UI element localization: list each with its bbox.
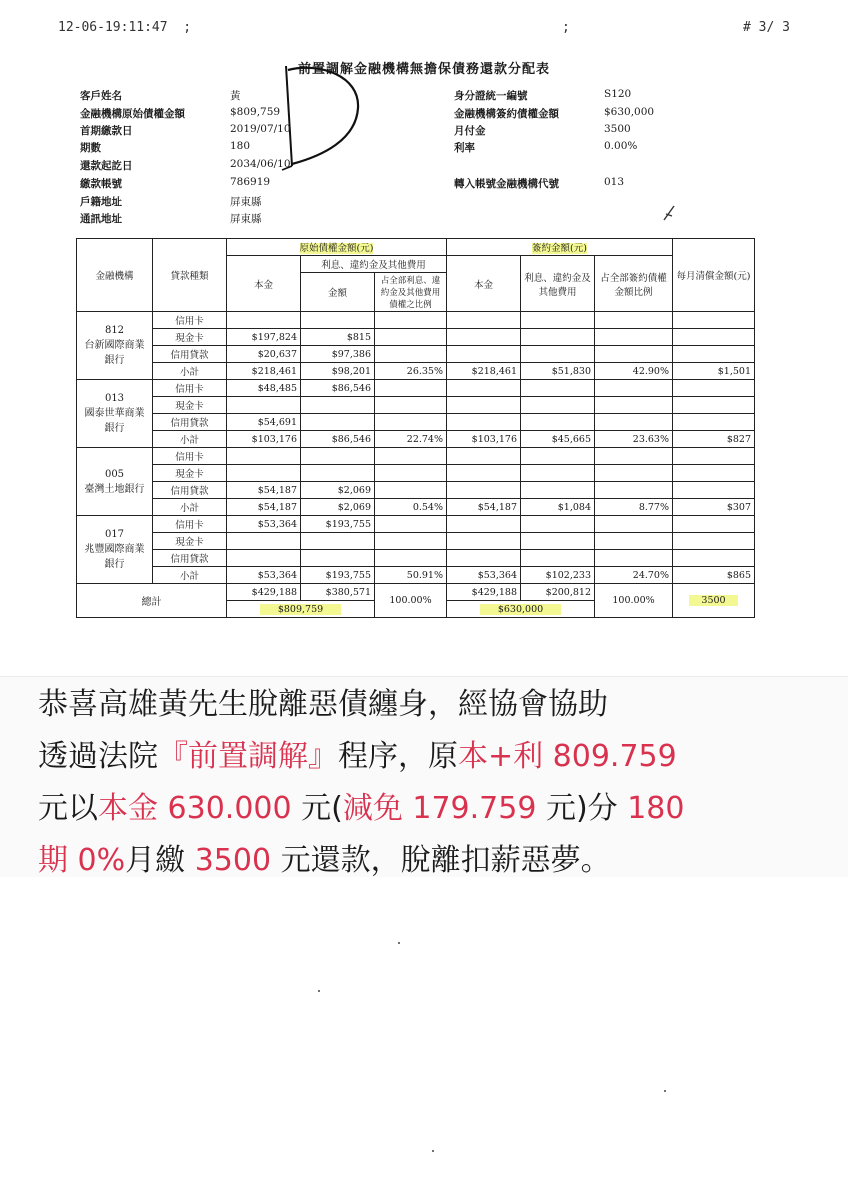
document-title: 前置調解金融機構無擔保債務還款分配表 bbox=[297, 62, 550, 77]
caption-line-4: 期 0%月繳 3500 元還款，脫離扣薪惡夢。 bbox=[38, 843, 611, 878]
scan-speck bbox=[398, 942, 400, 944]
success-story-caption bbox=[0, 676, 848, 877]
caption-line-2: 透過法院『前置調解』程序，原本+利 809.759 bbox=[38, 739, 677, 774]
customer-info-right: 身分證統一編號 S120 金融機構簽約債權金額 $630,000 月付金 3500 利率 0.00% 轉入帳號金融機構代號 013 bbox=[454, 88, 655, 190]
table-row: 017 兆豐國際商業銀行 信用卡 $53,364 $193,755 bbox=[77, 516, 755, 533]
total-row: 總計 $429,188 $380,571 100.00% $429,188 $200,812 100.00% 3500 bbox=[77, 584, 755, 601]
scan-speck bbox=[432, 1150, 434, 1152]
bank-name: 017 兆豐國際商業銀行 bbox=[77, 516, 153, 584]
table-row: 現金卡 $197,824 $815 bbox=[77, 329, 755, 346]
fax-mark: ; bbox=[562, 20, 570, 35]
col-monthly: 每月清償金額(元) bbox=[673, 239, 755, 312]
pen-mark-icon bbox=[660, 202, 680, 224]
table-row: 信用貸款 bbox=[77, 550, 755, 567]
col-bank: 金融機構 bbox=[77, 239, 153, 312]
bank-name: 812 台新國際商業銀行 bbox=[77, 312, 153, 380]
col-signed-group: 簽約金額(元) bbox=[447, 239, 673, 256]
fax-header bbox=[58, 20, 790, 40]
scan-speck bbox=[664, 1090, 666, 1092]
total-monthly: 3500 bbox=[673, 584, 755, 618]
bank-name: 013 國泰世華商業銀行 bbox=[77, 380, 153, 448]
col-original-ratio: 占全部利息、違約金及其他費用債權之比例 bbox=[375, 273, 447, 312]
caption-line-1: 恭喜高雄黃先生脫離惡債纏身，經協會協助 bbox=[38, 687, 608, 722]
total-label: 總計 bbox=[77, 584, 227, 618]
caption-line-3: 元以本金 630.000 元(減免 179.759 元)分 180 bbox=[38, 791, 685, 826]
col-interest-group: 利息、違約金及其他費用 bbox=[301, 256, 447, 273]
col-amount: 金額 bbox=[301, 273, 375, 312]
subtotal-row: 小計 $54,187 $2,069 0.54% $54,187 $1,084 8.77% $307 bbox=[77, 499, 755, 516]
table-row: 現金卡 bbox=[77, 465, 755, 482]
table-row: 現金卡 bbox=[77, 397, 755, 414]
fax-page-number: # 3/ 3 bbox=[743, 20, 790, 35]
table-row: 現金卡 bbox=[77, 533, 755, 550]
fax-timestamp: 12-06-19:11:47 ; bbox=[58, 20, 192, 35]
col-signed-ratio: 占全部簽約債權金額比例 bbox=[595, 256, 673, 312]
customer-info-left: 客戶姓名 黃 金融機構原始債權金額 $809,759 首期繳款日 2019/07/10 期數 180 還款起訖日 2034/06/10 繳款帳號 786919 戶籍地址 屏東縣 通訊地址 屏東縣 bbox=[80, 90, 291, 225]
col-loan-type: 貸款種類 bbox=[153, 239, 227, 312]
table-row: 信用貸款 $54,187 $2,069 bbox=[77, 482, 755, 499]
total-original-sum: $809,759 bbox=[227, 601, 375, 618]
col-original-group: 原始債權金額(元) bbox=[227, 239, 447, 256]
bank-name: 005 臺灣土地銀行 bbox=[77, 448, 153, 516]
scan-speck bbox=[318, 990, 320, 992]
col-signed-interest: 利息、違約金及其他費用 bbox=[521, 256, 595, 312]
repayment-allocation-table bbox=[76, 238, 755, 618]
table-row: 信用貸款 $20,637 $97,386 bbox=[77, 346, 755, 363]
subtotal-row: 小計 $218,461 $98,201 26.35% $218,461 $51,830 42.90% $1,501 bbox=[77, 363, 755, 380]
subtotal-row: 小計 $53,364 $193,755 50.91% $53,364 $102,233 24.70% $865 bbox=[77, 567, 755, 584]
table-row: 信用貸款 $54,691 bbox=[77, 414, 755, 431]
table-row: 812 台新國際商業銀行 信用卡 bbox=[77, 312, 755, 329]
col-principal: 本金 bbox=[227, 256, 301, 312]
table-row: 013 國泰世華商業銀行 信用卡 $48,485 $86,546 bbox=[77, 380, 755, 397]
subtotal-row: 小計 $103,176 $86,546 22.74% $103,176 $45,665 23.63% $827 bbox=[77, 431, 755, 448]
col-signed-principal: 本金 bbox=[447, 256, 521, 312]
total-signed-sum: $630,000 bbox=[447, 601, 595, 618]
table-row: 005 臺灣土地銀行 信用卡 bbox=[77, 448, 755, 465]
